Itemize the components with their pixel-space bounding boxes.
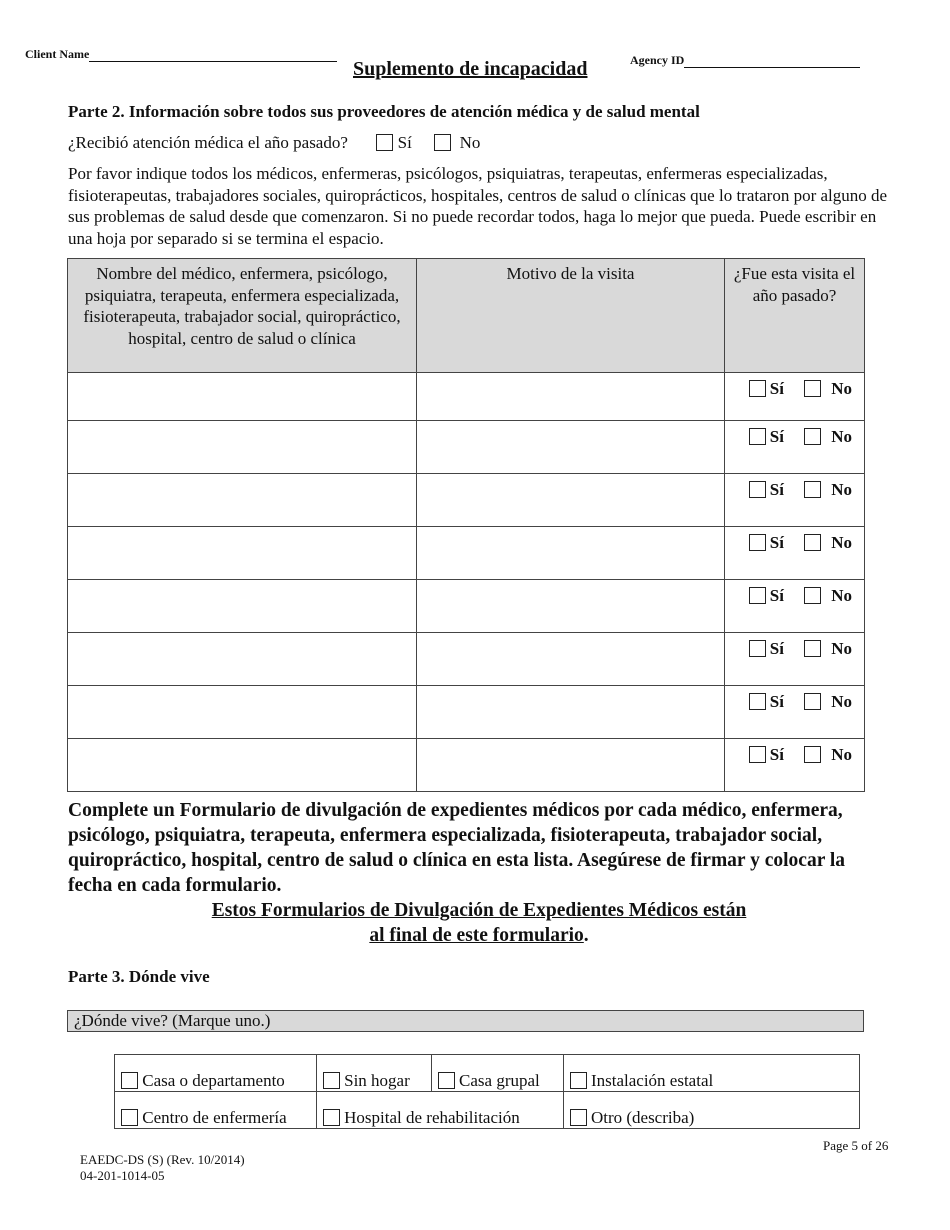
provider-name-cell[interactable] [68, 580, 417, 633]
last-year-no-checkbox[interactable] [804, 693, 821, 710]
visit-reason-cell[interactable] [417, 421, 725, 474]
providers-table-header [68, 259, 865, 373]
table-row [68, 739, 865, 792]
last-year-no-checkbox[interactable] [804, 481, 821, 498]
medical-care-no-label: No [459, 133, 481, 152]
last-year-no-label: No [831, 379, 852, 398]
last-year-cell [725, 580, 865, 633]
last-year-yes-label: Sí [769, 533, 784, 552]
option-other-label: Otro (describa) [590, 1108, 695, 1127]
last-year-cell [725, 686, 865, 739]
last-year-no-checkbox[interactable] [804, 428, 821, 445]
last-year-yes-label: Sí [769, 692, 784, 711]
last-year-no-label: No [831, 639, 852, 658]
option-house-checkbox[interactable] [121, 1072, 138, 1089]
residence-question-bar [67, 1010, 864, 1032]
last-year-no-label: No [831, 745, 852, 764]
visit-reason-cell[interactable] [417, 580, 725, 633]
part3-heading: Parte 3. Dónde vive [68, 967, 210, 986]
last-year-yes-checkbox[interactable] [749, 587, 766, 604]
client-name-label: Client Name [25, 47, 90, 61]
last-year-yes-label: Sí [769, 639, 784, 658]
provider-name-cell[interactable] [68, 421, 417, 474]
option-rehab-checkbox[interactable] [323, 1109, 340, 1126]
last-year-yes-checkbox[interactable] [749, 428, 766, 445]
release-form-location-text1: Estos Formularios de Divulgación de Expedientes Médicos están [211, 900, 747, 921]
page-number: Page 5 of 26 [823, 1138, 889, 1153]
visit-reason-cell[interactable] [417, 373, 725, 421]
last-year-no-label: No [831, 692, 852, 711]
residence-options-table [114, 1054, 860, 1129]
visit-reason-cell[interactable] [417, 633, 725, 686]
last-year-no-label: No [831, 533, 852, 552]
option-homeless-checkbox[interactable] [323, 1072, 340, 1089]
agency-id-field[interactable] [630, 53, 860, 68]
provider-name-cell[interactable] [68, 527, 417, 580]
last-year-yes-label: Sí [769, 480, 784, 499]
medical-care-yes-label: Sí [397, 133, 412, 152]
medical-care-yes-checkbox[interactable] [376, 134, 393, 151]
client-name-line[interactable] [89, 48, 337, 62]
option-group-home-checkbox[interactable] [438, 1072, 455, 1089]
provider-name-cell[interactable] [68, 633, 417, 686]
release-form-location-line2 [68, 923, 890, 948]
client-name-field[interactable] [25, 47, 337, 62]
provider-name-cell[interactable] [68, 474, 417, 527]
table-row [68, 527, 865, 580]
last-year-yes-checkbox[interactable] [749, 746, 766, 763]
last-year-cell [725, 633, 865, 686]
last-year-yes-label: Sí [769, 586, 784, 605]
last-year-no-label: No [831, 427, 852, 446]
option-other-checkbox[interactable] [570, 1109, 587, 1126]
release-form-location-period: . [583, 925, 589, 946]
option-house-label: Casa o departamento [142, 1071, 285, 1090]
option-homeless-label: Sin hogar [344, 1071, 410, 1090]
last-year-no-checkbox[interactable] [804, 380, 821, 397]
option-state-facility-label: Instalación estatal [590, 1071, 714, 1090]
last-year-no-checkbox[interactable] [804, 640, 821, 657]
col-provider-header: Nombre del médico, enfermera, psicólogo, psiquiatra, terapeuta, enfermera especializada, fisioterapeuta, trabajador social, quiropráctico, hospital, centro de salud o clínica [68, 259, 417, 373]
part2-heading: Parte 2. Información sobre todos sus proveedores de atención médica y de salud mental [68, 102, 700, 121]
medical-care-question: ¿Recibió atención médica el año pasado? [68, 133, 348, 152]
last-year-cell [725, 474, 865, 527]
page-title: Suplemento de incapacidad [353, 58, 588, 80]
option-house[interactable] [115, 1055, 317, 1092]
last-year-yes-label: Sí [769, 379, 784, 398]
col-last-year-header: ¿Fue esta visita el año pasado? [725, 259, 865, 373]
option-other[interactable] [563, 1092, 859, 1129]
last-year-cell [725, 527, 865, 580]
last-year-no-checkbox[interactable] [804, 746, 821, 763]
residence-question: ¿Dónde vive? (Marque uno.) [74, 1011, 271, 1030]
option-rehab-label: Hospital de rehabilitación [344, 1108, 520, 1127]
visit-reason-cell[interactable] [417, 739, 725, 792]
table-row [68, 421, 865, 474]
option-homeless[interactable] [316, 1055, 431, 1092]
table-row [68, 686, 865, 739]
option-state-facility-checkbox[interactable] [570, 1072, 587, 1089]
provider-name-cell[interactable] [68, 739, 417, 792]
form-id: EAEDC-DS (S) (Rev. 10/2014) [80, 1152, 245, 1167]
last-year-yes-label: Sí [769, 745, 784, 764]
last-year-yes-checkbox[interactable] [749, 481, 766, 498]
last-year-no-label: No [831, 586, 852, 605]
option-nursing-label: Centro de enfermería [142, 1108, 287, 1127]
release-form-location-text2: al final de este formulario [369, 925, 584, 946]
table-row [68, 580, 865, 633]
last-year-cell [725, 421, 865, 474]
part2-instructions: Por favor indique todos los médicos, enfermeras, psicólogos, psiquiatras, terapeutas, enfermeras especializadas, fisioterapeutas, trabajadores sociales, quiroprácticos, hospitales, centros de salud o clínicas que lo trataron por alguno de sus problemas de salud desde que comenzaron. Si no puede recordar todos, haga lo mejor que pueda. Puede escribir en una hoja por separado si se termina el espacio. [68, 164, 888, 248]
last-year-yes-checkbox[interactable] [749, 693, 766, 710]
provider-name-cell[interactable] [68, 373, 417, 421]
col-reason-header: Motivo de la visita [417, 259, 725, 373]
option-rehab[interactable] [316, 1092, 563, 1129]
providers-table [67, 258, 865, 792]
last-year-yes-label: Sí [769, 427, 784, 446]
table-row [68, 474, 865, 527]
release-form-notice: Complete un Formulario de divulgación de expedientes médicos por cada médico, enfermera, psicólogo, psiquiatra, terapeuta, enfermera especializada, fisioterapeuta, trabajador social, quiropráctico, hospital, centro de salud o clínica en esta lista. Asegúrese de firmar y colocar la fecha en cada formulario. [68, 800, 846, 896]
last-year-cell [725, 373, 865, 421]
last-year-yes-checkbox[interactable] [749, 534, 766, 551]
visit-reason-cell[interactable] [417, 527, 725, 580]
table-row [68, 373, 865, 421]
release-form-location-line1 [68, 898, 890, 923]
visit-reason-cell[interactable] [417, 474, 725, 527]
option-nursing-checkbox[interactable] [121, 1109, 138, 1126]
medical-care-no-checkbox[interactable] [434, 134, 451, 151]
last-year-yes-checkbox[interactable] [749, 380, 766, 397]
provider-name-cell[interactable] [68, 686, 417, 739]
table-row [68, 633, 865, 686]
form-number: 04-201-1014-05 [80, 1168, 165, 1183]
agency-id-label: Agency ID [630, 53, 685, 67]
last-year-no-checkbox[interactable] [804, 587, 821, 604]
last-year-cell [725, 739, 865, 792]
last-year-no-label: No [831, 480, 852, 499]
option-nursing[interactable] [115, 1092, 317, 1129]
option-group-home-label: Casa grupal [459, 1071, 540, 1090]
option-group-home[interactable] [431, 1055, 563, 1092]
visit-reason-cell[interactable] [417, 686, 725, 739]
agency-id-line[interactable] [684, 54, 860, 68]
last-year-yes-checkbox[interactable] [749, 640, 766, 657]
last-year-no-checkbox[interactable] [804, 534, 821, 551]
option-state-facility[interactable] [563, 1055, 859, 1092]
medical-care-question-row [68, 132, 480, 154]
